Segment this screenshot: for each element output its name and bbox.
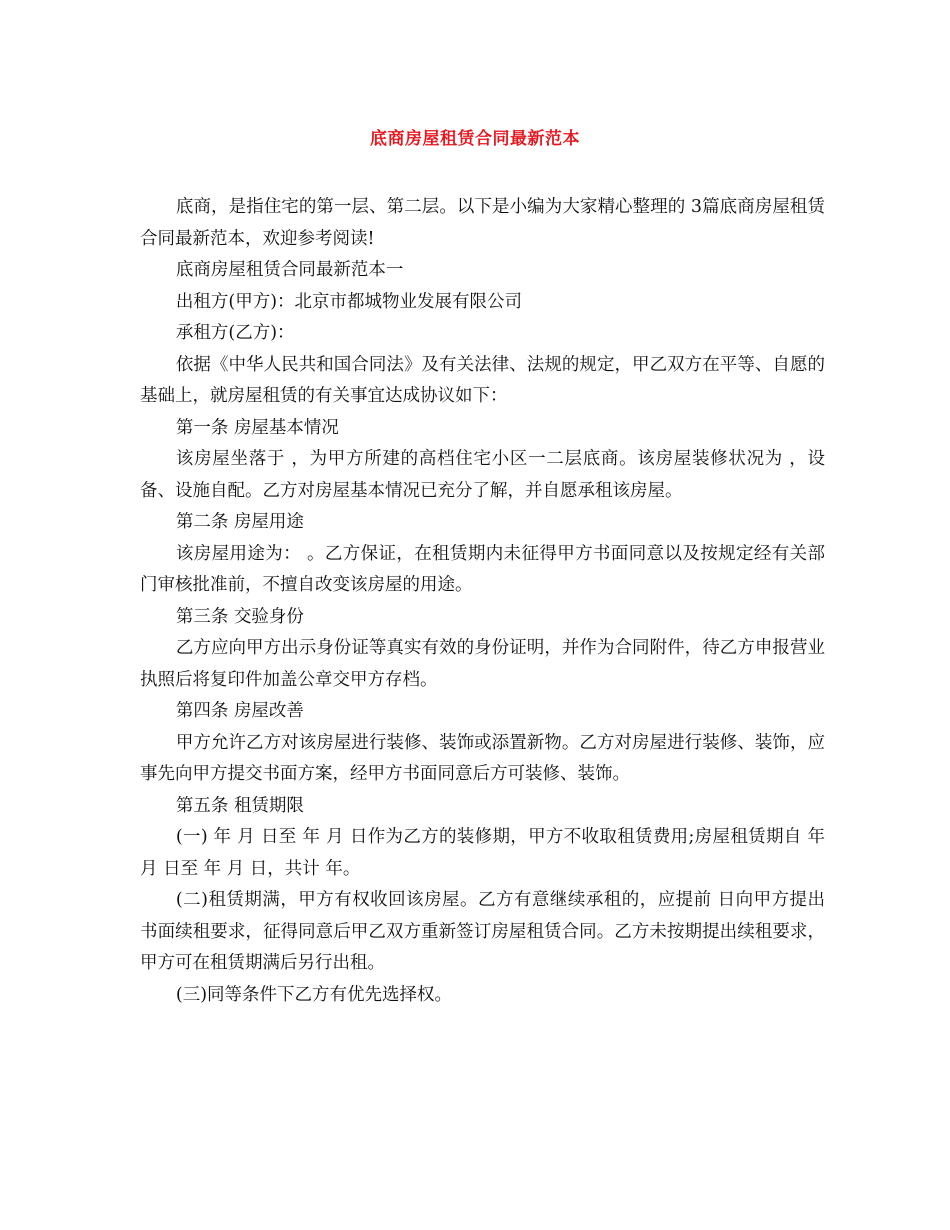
document-body <box>140 192 825 1011</box>
article-4-heading: 第四条 房屋改善 <box>175 701 304 721</box>
article-5-clause-1: (一) 年 月 日至 年 月 日作为乙方的装修期，甲方不收取租赁费用;房屋租赁期自 年 月 日至 年 月 日，共计 年。 <box>140 827 825 879</box>
article-1-heading: 第一条 房屋基本情况 <box>175 417 339 438</box>
article-3-text: 乙方应向甲方出示身份证等真实有效的身份证明，并作为合同附件，待乙方申报营业执照后将复印件加盖公章交甲方存档。 <box>140 638 825 690</box>
article-4-text: 甲方允许乙方对该房屋进行装修、装饰或添置新物。乙方对房屋进行装修、装饰，应事先向甲方提交书面方案，经甲方书面同意后方可装修、装饰。 <box>140 732 825 784</box>
article-5-clause-3: (三)同等条件下乙方有优先选择权。 <box>175 984 453 1005</box>
paragraph-heading-sample-one: 底商房屋租赁合同最新范本一 <box>175 260 404 280</box>
document-title: 底商房屋租赁合同最新范本 <box>370 129 580 149</box>
article-5-heading: 第五条 租赁期限 <box>175 795 304 816</box>
paragraph-lessor: 出租方(甲方)：北京市都城物业发展有限公司 <box>175 291 523 312</box>
article-2-heading: 第二条 房屋用途 <box>175 512 304 532</box>
article-2-text: 该房屋用途为： 。乙方保证，在租赁期内未征得甲方书面同意以及按规定经有关部门审核批准前，不擅自改变该房屋的用途。 <box>140 543 825 595</box>
article-5-clause-2: (二)租赁期满，甲方有权收回该房屋。乙方有意继续承租的，应提前 日向甲方提出书面续租要求，征得同意后甲乙双方重新签订房屋租赁合同。乙方未按期提出续租要求，甲方可在租赁期满后另行出租。 <box>140 890 825 973</box>
article-3-heading: 第三条 交验身份 <box>175 606 304 627</box>
paragraph-legal-basis: 依据《中华人民共和国合同法》及有关法律、法规的规定，甲乙双方在平等、自愿的基础上，就房屋租赁的有关事宜达成协议如下： <box>140 354 825 406</box>
paragraph-lessee: 承租方(乙方)： <box>175 323 295 343</box>
paragraph-intro: 底商，是指住宅的第一层、第二层。以下是小编为大家精心整理的 3篇底商房屋租赁合同最新范本，欢迎参考阅读! <box>140 197 825 249</box>
article-1-text: 该房屋坐落于 ，为甲方所建的高档住宅小区一二层底商。该房屋装修状况为 ，设备、设施自配。乙方对房屋基本情况已充分了解，并自愿承租该房屋。 <box>140 449 825 501</box>
